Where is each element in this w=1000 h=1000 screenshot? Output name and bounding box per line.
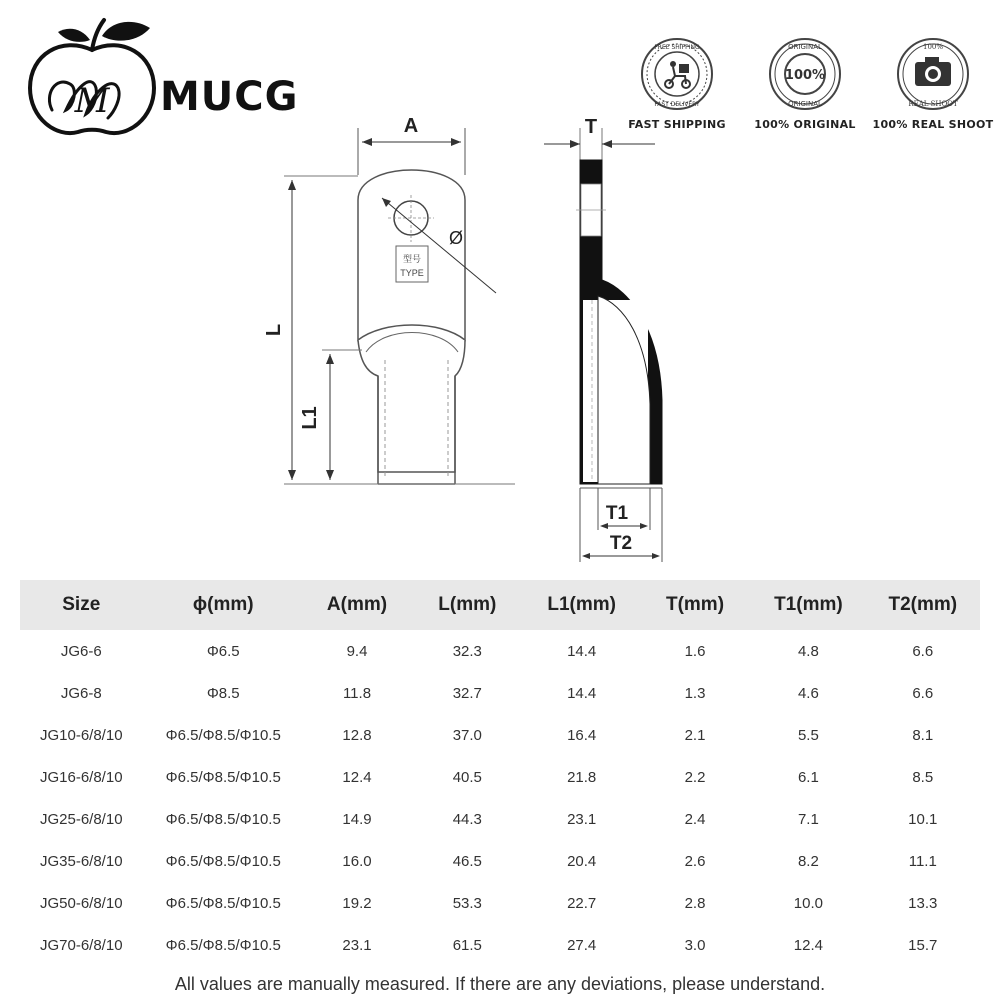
cell-size: JG50-6/8/10: [39, 894, 123, 912]
dim-label-t2: T2: [609, 533, 633, 554]
cell-a: 23.1: [342, 936, 372, 954]
col-header-l: L(mm): [410, 580, 524, 630]
cell-t: 2.8: [684, 894, 706, 912]
cell-t1: 5.5: [797, 726, 819, 744]
cell-size: JG35-6/8/10: [39, 852, 123, 870]
type-stamp-line1: 型号: [402, 254, 422, 264]
cell-l: 40.5: [452, 768, 482, 786]
cell-t2: 11.1: [908, 852, 937, 870]
cell-l: 32.3: [452, 642, 482, 660]
dim-label-a: A: [403, 115, 419, 137]
cell-l1: 14.4: [567, 642, 597, 660]
dim-label-phi: Ø: [448, 228, 464, 248]
cell-l: 53.3: [452, 894, 482, 912]
badge-ring-bottom: ORIGINAL: [788, 100, 822, 108]
logo-monogram: M: [74, 81, 110, 121]
cell-size: JG6-6: [60, 642, 102, 660]
badge-ring-top: ORIGINAL: [788, 43, 822, 51]
footnote: All values are manually measured. If there are any deviations, please understand.: [174, 974, 826, 994]
col-header-size: Size: [20, 580, 143, 630]
cell-t: 1.3: [684, 684, 706, 702]
col-header-phi: ϕ(mm): [143, 580, 304, 630]
cell-a: 16.0: [342, 852, 372, 870]
cell-a: 12.8: [342, 726, 372, 744]
cell-a: 9.4: [346, 642, 368, 660]
cell-phi: Φ6.5/Φ8.5/Φ10.5: [165, 726, 281, 744]
cell-t2: 8.5: [912, 768, 934, 786]
cell-t1: 4.6: [797, 684, 819, 702]
table-row: [20, 714, 980, 756]
cell-phi: Φ6.5/Φ8.5/Φ10.5: [165, 810, 281, 828]
spec-table: [20, 580, 980, 966]
cell-l: 44.3: [452, 810, 482, 828]
col-header-l1: L1(mm): [524, 580, 638, 630]
cell-phi: Φ6.5/Φ8.5/Φ10.5: [165, 894, 281, 912]
table-row: [20, 840, 980, 882]
cell-a: 12.4: [342, 768, 372, 786]
cell-a: 11.8: [342, 684, 372, 702]
brand-name: MUCG: [160, 74, 299, 120]
table-row: [20, 798, 980, 840]
dim-label-l1: L1: [299, 406, 321, 430]
cell-t: 2.4: [684, 810, 706, 828]
badge-label: FAST SHIPPING: [628, 118, 726, 131]
camera-icon: [895, 36, 971, 112]
cell-t2: 10.1: [908, 810, 938, 828]
cell-l: 32.7: [452, 684, 482, 702]
cell-size: JG25-6/8/10: [39, 810, 123, 828]
cell-t1: 8.2: [797, 852, 819, 870]
cell-t1: 4.8: [797, 642, 819, 660]
cell-size: JG6-8: [60, 684, 102, 702]
cell-l1: 20.4: [567, 852, 597, 870]
cell-l: 46.5: [452, 852, 482, 870]
cell-t1: 10.0: [793, 894, 823, 912]
badge-ring-bottom: FAST DELIVERY: [654, 101, 700, 108]
table-row: [20, 882, 980, 924]
cell-t1: 6.1: [797, 768, 819, 786]
cell-l1: 14.4: [567, 684, 597, 702]
cell-l1: 21.8: [567, 768, 597, 786]
cell-l1: 22.7: [567, 894, 597, 912]
cell-t: 2.6: [684, 852, 706, 870]
cell-t1: 12.4: [793, 936, 823, 954]
badge-ring-top: 100%: [922, 43, 944, 51]
badge-center: 100%: [784, 68, 826, 83]
col-header-t1: T1(mm): [751, 580, 865, 630]
badge-label: 100% ORIGINAL: [754, 118, 856, 131]
cell-a: 14.9: [342, 810, 372, 828]
col-header-t2: T2(mm): [866, 580, 980, 630]
table-row: [20, 672, 980, 714]
cell-phi: Φ6.5/Φ8.5/Φ10.5: [165, 936, 281, 954]
lug-technical-drawing: [0, 110, 1000, 570]
cell-size: JG70-6/8/10: [39, 936, 123, 954]
badge-label: 100% REAL SHOOT: [872, 118, 994, 131]
cell-a: 19.2: [342, 894, 372, 912]
lug-barrel: [358, 340, 465, 472]
cell-phi: Φ6.5: [206, 642, 240, 660]
dim-label-t1: T1: [605, 503, 629, 524]
delivery-scooter-icon: [639, 36, 715, 112]
type-stamp-line2: TYPE: [400, 268, 424, 278]
cell-size: JG10-6/8/10: [39, 726, 123, 744]
cell-t2: 13.3: [908, 894, 938, 912]
cell-phi: Φ8.5: [206, 684, 240, 702]
cell-phi: Φ6.5/Φ8.5/Φ10.5: [165, 768, 281, 786]
cell-t: 2.2: [684, 768, 706, 786]
table-row: [20, 924, 980, 966]
table-header-row: [20, 580, 980, 630]
cell-l: 61.5: [452, 936, 482, 954]
cell-t2: 6.6: [912, 684, 934, 702]
cell-size: JG16-6/8/10: [39, 768, 123, 786]
cell-t: 2.1: [684, 726, 706, 744]
cell-t: 3.0: [684, 936, 706, 954]
cell-l1: 23.1: [567, 810, 597, 828]
cell-phi: Φ6.5/Φ8.5/Φ10.5: [165, 852, 281, 870]
col-header-a: A(mm): [304, 580, 410, 630]
cell-t2: 6.6: [912, 642, 934, 660]
badge-ring-bottom: REAL SHOOT: [908, 100, 958, 108]
table-row: [20, 630, 980, 672]
table-row: [20, 756, 980, 798]
dim-label-l: L: [263, 323, 285, 337]
cell-t2: 8.1: [912, 726, 934, 744]
cell-l: 37.0: [452, 726, 482, 744]
cell-l1: 27.4: [567, 936, 597, 954]
original-seal-icon: [767, 36, 843, 112]
cell-t2: 15.7: [908, 936, 938, 954]
badge-ring-top: FREE SHIPPING: [654, 44, 700, 51]
cell-t: 1.6: [684, 642, 706, 660]
col-header-t: T(mm): [639, 580, 751, 630]
cell-l1: 16.4: [567, 726, 597, 744]
cell-t1: 7.1: [797, 810, 819, 828]
dim-label-t: T: [584, 116, 598, 138]
